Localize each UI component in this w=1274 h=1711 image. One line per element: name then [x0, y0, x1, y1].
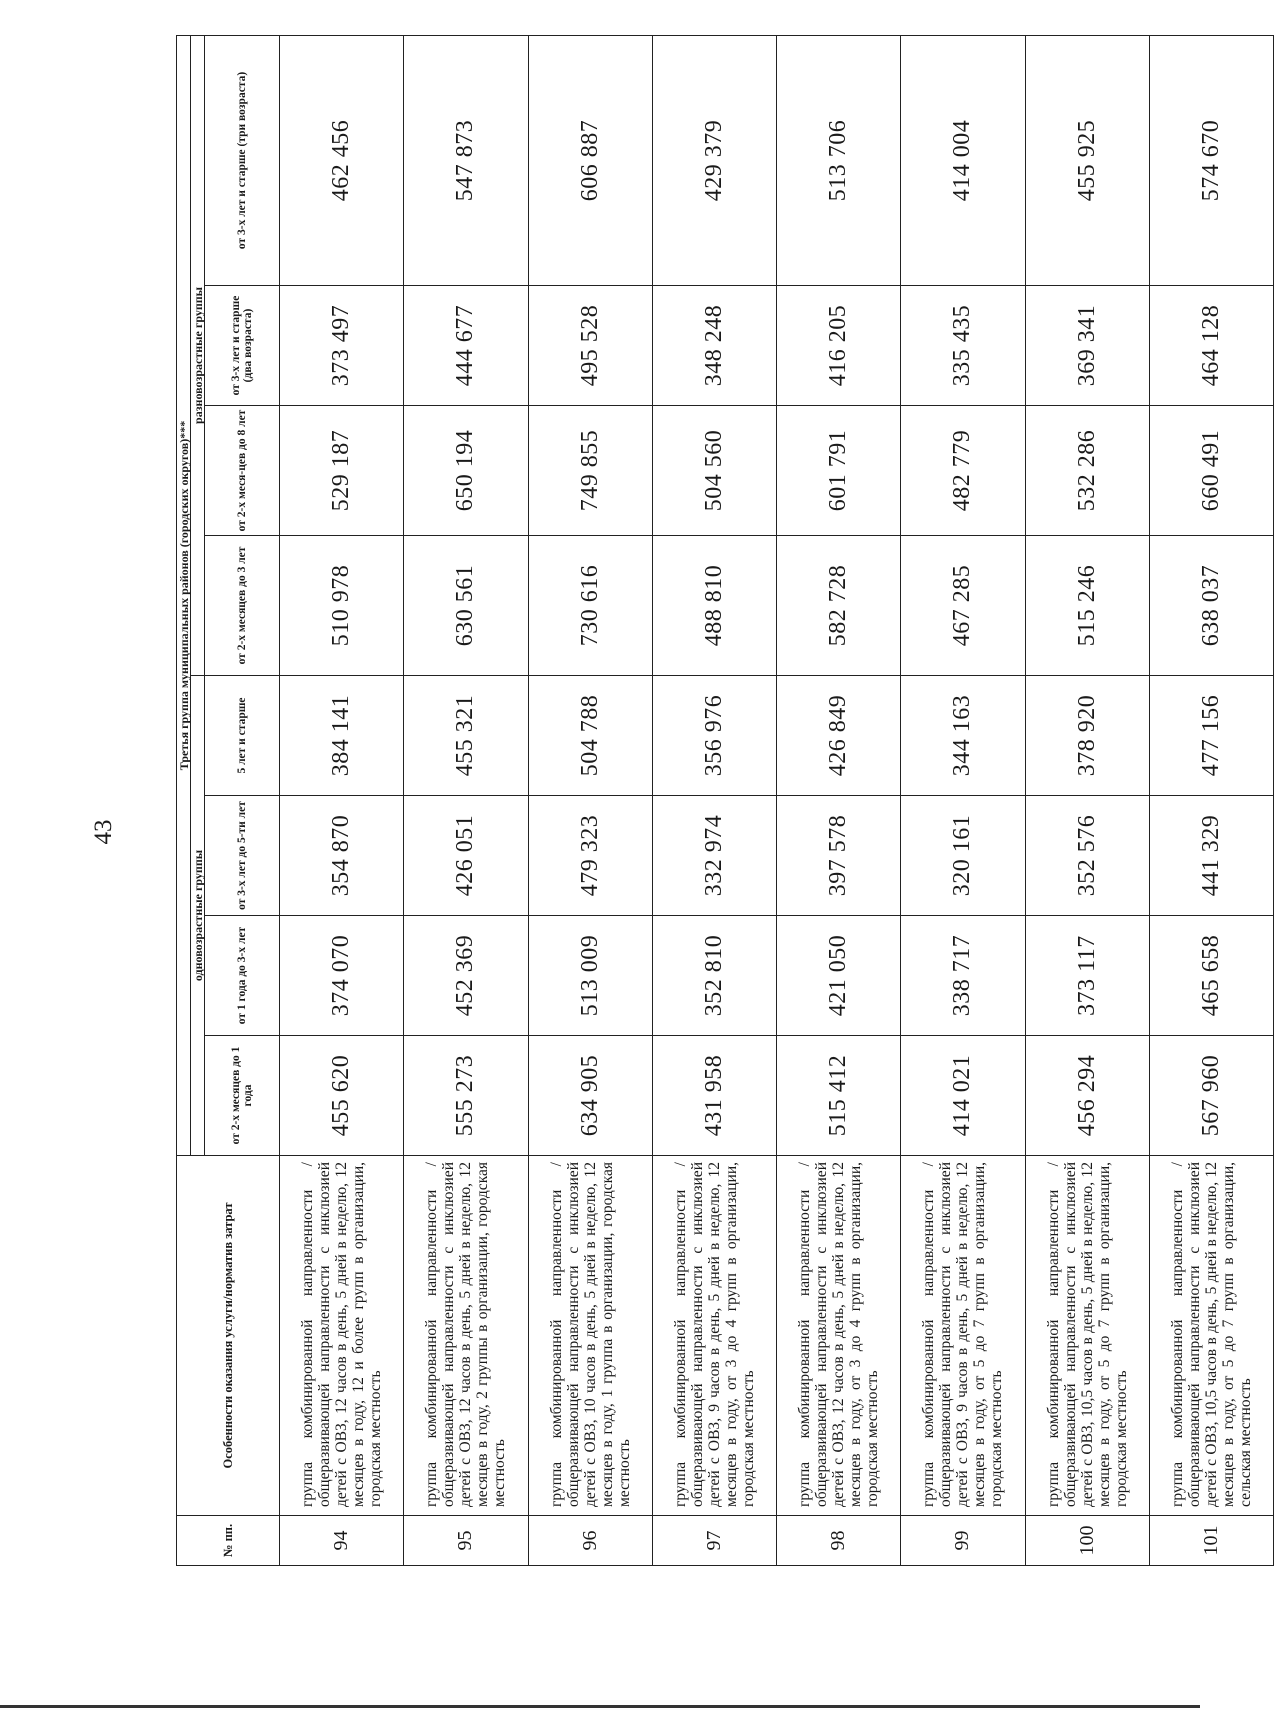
- cell-value: 532 286: [1025, 406, 1149, 536]
- header-description: Особенности оказания услуги/норматив затрат: [177, 1156, 280, 1516]
- page-edge-divider: [0, 1705, 1200, 1708]
- cell-value: 374 070: [280, 916, 404, 1036]
- header-row-group: [177, 35, 191, 1565]
- cell-value: 482 779: [901, 406, 1025, 536]
- cell-value: 397 578: [777, 796, 901, 916]
- cell-value: 373 117: [1025, 916, 1149, 1036]
- cell-value: 606 887: [528, 35, 652, 285]
- row-description: группа комбинированной направленности / общеразвивающей направленности с инклюзией детей с ОВЗ, 12 часов в день, 5 дней в неделю, 12 месяцев в году, 2 группы в организации, городская местность: [404, 1156, 528, 1516]
- row-description: группа комбинированной направленности / общеразвивающей направленности с инклюзией детей с ОВЗ, 12 часов в день, 5 дней в неделю, 12 месяцев в году, 12 и более групп в организации, городская местность: [280, 1156, 404, 1516]
- cell-value: 638 037: [1149, 536, 1273, 676]
- cell-value: 344 163: [901, 676, 1025, 796]
- cell-value: 634 905: [528, 1036, 652, 1156]
- row-description: группа комбинированной направленности / общеразвивающей направленности с инклюзией детей с ОВЗ, 10 часов в день, 5 дней в неделю, 12 месяцев в году, 1 группа в организации, городская местность: [528, 1156, 652, 1516]
- cell-value: 429 379: [652, 35, 776, 285]
- row-number: 96: [528, 1516, 652, 1566]
- table-row: [652, 35, 776, 1565]
- row-description: группа комбинированной направленности / общеразвивающей направленности с инклюзией детей с ОВЗ, 9 часов в день, 5 дней в неделю, 12 месяцев в году, от 5 до 7 групп в организации, городская местность: [901, 1156, 1025, 1516]
- row-description: группа комбинированной направленности / общеразвивающей направленности с инклюзией детей с ОВЗ, 10,5 часов в день, 5 дней в неделю, 12 месяцев в году, от 5 до 7 групп в организации, городская местность: [1025, 1156, 1149, 1516]
- table-row: [404, 35, 528, 1565]
- cell-value: 421 050: [777, 916, 901, 1036]
- cell-value: 416 205: [777, 286, 901, 406]
- cell-value: 513 009: [528, 916, 652, 1036]
- cell-value: 352 576: [1025, 796, 1149, 916]
- cell-value: 749 855: [528, 406, 652, 536]
- cell-value: 414 004: [901, 35, 1025, 285]
- table-container: [176, 36, 1274, 1566]
- table-row: [777, 35, 901, 1565]
- column-header: от 1 года до 3-х лет: [205, 916, 280, 1036]
- page-number: 43: [90, 819, 117, 845]
- cell-value: 574 670: [1149, 35, 1273, 285]
- cell-value: 320 161: [901, 796, 1025, 916]
- cell-value: 504 788: [528, 676, 652, 796]
- table-row: [528, 35, 652, 1565]
- table-row: [901, 35, 1025, 1565]
- cell-value: 384 141: [280, 676, 404, 796]
- cell-value: 504 560: [652, 406, 776, 536]
- column-header: от 3-х лет до 5-ти лет: [205, 796, 280, 916]
- cell-value: 354 870: [280, 796, 404, 916]
- cell-value: 426 849: [777, 676, 901, 796]
- row-description: группа комбинированной направленности / общеразвивающей направленности с инклюзией детей с ОВЗ, 12 часов в день, 5 дней в неделю, 12 месяцев в году, от 3 до 4 групп в организации, городская местность: [777, 1156, 901, 1516]
- row-number: 97: [652, 1516, 776, 1566]
- cell-value: 650 194: [404, 406, 528, 536]
- column-header: от 2-х меся-цев до 8 лет: [205, 406, 280, 536]
- cell-value: 452 369: [404, 916, 528, 1036]
- cell-value: 529 187: [280, 406, 404, 536]
- cell-value: 444 677: [404, 286, 528, 406]
- table-row: [1149, 35, 1273, 1565]
- row-description: группа комбинированной направленности / общеразвивающей направленности с инклюзией детей с ОВЗ, 10,5 часов в день, 5 дней в неделю, 12 месяцев в году, от 5 до 7 групп в организации, сельская местность: [1149, 1156, 1273, 1516]
- cell-value: 488 810: [652, 536, 776, 676]
- header-num: № пп.: [177, 1516, 280, 1566]
- cell-value: 414 021: [901, 1036, 1025, 1156]
- column-header: от 3-х лет и старше (два возраста): [205, 286, 280, 406]
- column-header: 5 лет и старше: [205, 676, 280, 796]
- cell-value: 582 728: [777, 536, 901, 676]
- row-number: 95: [404, 1516, 528, 1566]
- cell-value: 335 435: [901, 286, 1025, 406]
- header-group-title: Третья группа муниципальных районов (городских округов)***: [177, 35, 191, 1155]
- cell-value: 352 810: [652, 916, 776, 1036]
- cell-value: 426 051: [404, 796, 528, 916]
- cell-value: 601 791: [777, 406, 901, 536]
- row-number: 94: [280, 1516, 404, 1566]
- header-subgroup-single: одновозрастные группы: [191, 676, 205, 1156]
- cell-value: 455 321: [404, 676, 528, 796]
- row-number: 99: [901, 1516, 1025, 1566]
- header-subgroup-mixed: разновозрастные группы: [191, 35, 205, 675]
- table-row: [1025, 35, 1149, 1565]
- cell-value: 495 528: [528, 286, 652, 406]
- cell-value: 467 285: [901, 536, 1025, 676]
- row-number: 100: [1025, 1516, 1149, 1566]
- cell-value: 630 561: [404, 536, 528, 676]
- cell-value: 547 873: [404, 35, 528, 285]
- cell-value: 356 976: [652, 676, 776, 796]
- column-header: от 2-х месяцев до 1 года: [205, 1036, 280, 1156]
- cell-value: 441 329: [1149, 796, 1273, 916]
- table-body: [280, 35, 1274, 1565]
- cell-value: 332 974: [652, 796, 776, 916]
- cell-value: 515 246: [1025, 536, 1149, 676]
- cell-value: 431 958: [652, 1036, 776, 1156]
- column-header: от 2-х месяцев до 3 лет: [205, 536, 280, 676]
- cell-value: 373 497: [280, 286, 404, 406]
- cell-value: 455 620: [280, 1036, 404, 1156]
- cell-value: 513 706: [777, 35, 901, 285]
- column-header: от 3-х лет и старше (три возраста): [205, 35, 280, 285]
- cell-value: 567 960: [1149, 1036, 1273, 1156]
- cell-value: 660 491: [1149, 406, 1273, 536]
- table-row: [280, 35, 404, 1565]
- cell-value: 555 273: [404, 1036, 528, 1156]
- cell-value: 455 925: [1025, 35, 1149, 285]
- cell-value: 477 156: [1149, 676, 1273, 796]
- cell-value: 464 128: [1149, 286, 1273, 406]
- cell-value: 515 412: [777, 1036, 901, 1156]
- cell-value: 456 294: [1025, 1036, 1149, 1156]
- row-description: группа комбинированной направленности / общеразвивающей направленности с инклюзией детей с ОВЗ, 9 часов в день, 5 дней в неделю, 12 месяцев в году, от 3 до 4 групп в организации, городская местность: [652, 1156, 776, 1516]
- tariff-table: [176, 35, 1274, 1566]
- cell-value: 378 920: [1025, 676, 1149, 796]
- cell-value: 462 456: [280, 35, 404, 285]
- row-number: 98: [777, 1516, 901, 1566]
- cell-value: 510 978: [280, 536, 404, 676]
- cell-value: 338 717: [901, 916, 1025, 1036]
- row-number: 101: [1149, 1516, 1273, 1566]
- cell-value: 348 248: [652, 286, 776, 406]
- cell-value: 465 658: [1149, 916, 1273, 1036]
- cell-value: 369 341: [1025, 286, 1149, 406]
- cell-value: 730 616: [528, 536, 652, 676]
- cell-value: 479 323: [528, 796, 652, 916]
